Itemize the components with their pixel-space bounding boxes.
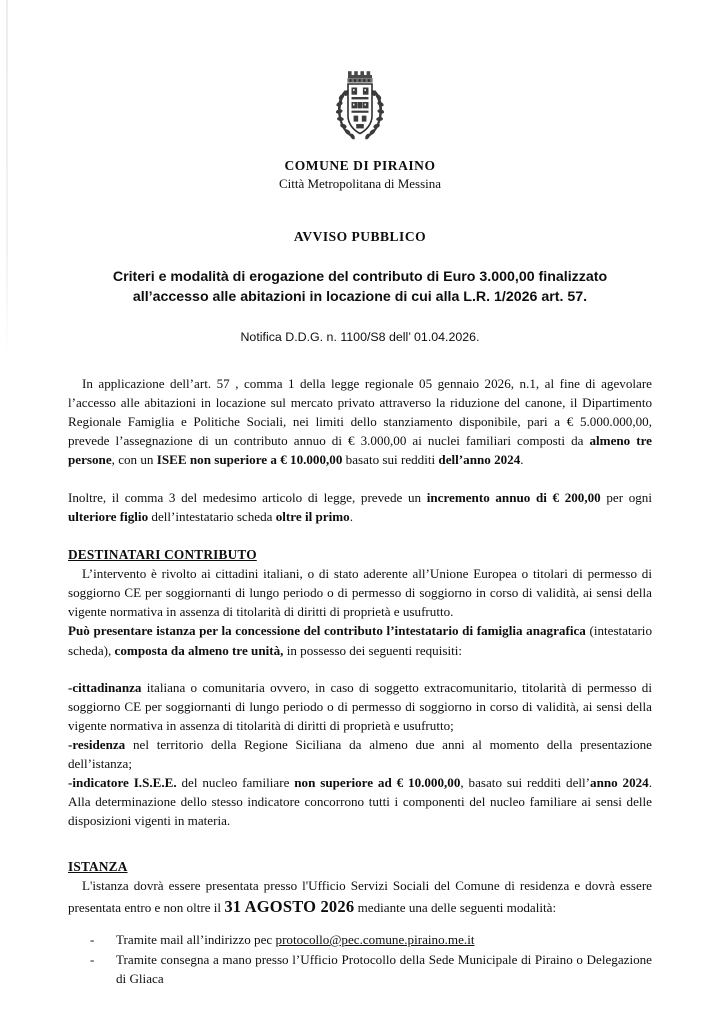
intro-p1-text-c: , con un bbox=[111, 452, 157, 468]
requirement-cittadinanza bbox=[68, 678, 652, 735]
destinatari-p2-text-b: (intestatario scheda), bbox=[68, 623, 652, 658]
page-title bbox=[74, 267, 646, 308]
istanza-p1-text-a: L'istanza dovrà essere presentata presso l'Ufficio Servizi Sociali del Comune di residenza e dovrà essere presentata entro e non oltre il bbox=[68, 877, 652, 916]
section-heading-destinatari: DESTINATARI CONTRIBUTO bbox=[68, 546, 257, 562]
submission-method-mail-text: Tramite mail all’indirizzo pec bbox=[116, 932, 276, 948]
intro-p2-bold-b: incremento annuo di € 200,00 bbox=[426, 489, 601, 505]
list-item bbox=[90, 950, 652, 988]
requirement-2-label: -residenza bbox=[68, 737, 126, 752]
istanza-p1-text-b: mediante una delle seguenti modalità: bbox=[354, 900, 557, 916]
destinatari-paragraph-1: L’intervento è rivolto ai cittadini italiani, o di stato aderente all’Unione Europea o titolari di permesso di soggiorno CE per soggiornanti di lungo periodo o di permesso di soggiorno in corso di validità, ai sensi della vigente normativa in assenza di titolarità di diritti di proprietà e usufrutto. bbox=[68, 566, 652, 620]
requirement-3-bold-d: anno 2024 bbox=[590, 775, 649, 791]
intro-p2-bold-f: oltre il primo bbox=[275, 508, 350, 524]
organization-name: COMUNE DI PIRAINO bbox=[284, 158, 436, 173]
requirement-residenza bbox=[68, 735, 652, 773]
pec-email-link[interactable]: protocollo@pec.comune.piraino.me.it bbox=[275, 932, 475, 948]
requirement-3-text-a: del nucleo familiare bbox=[176, 775, 295, 791]
requirement-3-text-c: , basato sui redditi dell’ bbox=[460, 775, 591, 791]
submission-method-hand-delivery: Tramite consegna a mano presso l’Ufficio Protocollo della Sede Municipale di Piraino o Delegazione di Gliaca bbox=[116, 952, 652, 987]
notice-label: AVVISO PUBBLICO bbox=[293, 228, 427, 244]
title-line-1: Criteri e modalità di erogazione del contributo di Euro 3.000,00 finalizzato all’accesso alle bbox=[112, 268, 608, 306]
submission-method-mail bbox=[116, 930, 652, 949]
intro-p1-text-a: In applicazione dell’art. 57 , comma 1 della legge regionale 05 gennaio 2026, n.1, al fine di agevolare l’accesso alle abitazioni in locazione sul mercato privato attraverso la riduzione del canone, il Dipartimento Regionale Famiglia e Politiche Sociali, nei limiti dello stanziamento disponibile, pari a € 5.000.000,00, prevede l’assegnazione di un contributo annuo di € 3.000,00 ai nuclei familiari composti da bbox=[68, 375, 652, 449]
requirement-isee bbox=[68, 773, 652, 830]
intro-p2-text-e: dell’intestatario scheda bbox=[148, 508, 276, 524]
deadline-date: 31 AGOSTO 2026 bbox=[224, 897, 355, 917]
destinatari-paragraph-2 bbox=[68, 621, 652, 659]
intro-p2-text-a: Inoltre, il comma 3 del medesimo articolo di legge, prevede un bbox=[68, 489, 427, 505]
requirement-1-text: italiana o comunitaria ovvero, in caso di soggetto extracomunitario, titolarità di permesso di soggiorno CE per soggiornanti di lungo periodo o di permesso di soggiorno in corso di validità, ai sensi della vigente normativa in assenza di titolarità di diritti di proprietà e usufrutto; bbox=[68, 679, 652, 733]
intro-p1-bold-f: dell’anno 2024 bbox=[438, 452, 521, 468]
intro-p1-bold-d: ISEE non superiore a € 10.000,00 bbox=[156, 452, 343, 468]
emblem-container bbox=[68, 0, 652, 146]
coat-of-arms-icon bbox=[331, 66, 389, 146]
requirement-3-bold-b: non superiore ad € 10.000,00 bbox=[294, 775, 461, 791]
intro-p1-text-e: basato sui redditi bbox=[342, 452, 439, 468]
dash-bullet-icon: - bbox=[90, 932, 95, 948]
intro-p1-text-g: . bbox=[520, 452, 524, 468]
destinatari-p2-bold-c: composta da almeno tre unità, bbox=[114, 642, 284, 658]
destinatari-p2-text-d: in possesso dei seguenti requisiti: bbox=[283, 642, 463, 658]
dash-bullet-icon: - bbox=[90, 952, 95, 968]
requirement-3-label: -indicatore I.S.E.E. bbox=[68, 775, 177, 791]
intro-paragraph-1 bbox=[68, 374, 652, 470]
requirement-2-text: nel territorio della Regione Siciliana da almeno due anni al momento della presentazione dell’istanza; bbox=[68, 737, 652, 772]
organization-header bbox=[68, 158, 652, 193]
intro-paragraph-2 bbox=[68, 488, 652, 526]
destinatari-p2-bold-a: Può presentare istanza per la concessione del contributo l’intestatario di famiglia anagrafica bbox=[68, 623, 586, 639]
submission-methods-list bbox=[68, 930, 652, 988]
notification-line: Notifica D.D.G. n. 1100/S8 dell’ 01.04.2026. bbox=[240, 329, 480, 344]
intro-p1-bold-b: almeno tre persone bbox=[68, 433, 652, 468]
istanza-paragraph-1 bbox=[68, 876, 652, 919]
intro-p2-bold-d: ulteriore figlio bbox=[68, 508, 149, 524]
title-line-2: abitazioni in locazione di cui alla L.R. 1/2026 art. 57. bbox=[240, 289, 588, 306]
intro-p2-text-g: . bbox=[349, 508, 353, 524]
requirement-1-label: -cittadinanza bbox=[68, 679, 142, 695]
list-item bbox=[90, 930, 652, 949]
section-heading-istanza: ISTANZA bbox=[68, 858, 128, 874]
document-body bbox=[68, 374, 652, 989]
requirement-3-text-e: . Alla determinazione dello stesso indicatore concorrono tutti i componenti del nucleo familiare ai sensi delle disposizioni vigenti in materia. bbox=[68, 775, 652, 829]
organization-subtitle: Città Metropolitana di Messina bbox=[278, 175, 442, 191]
intro-p2-text-c: per ogni bbox=[600, 489, 652, 505]
